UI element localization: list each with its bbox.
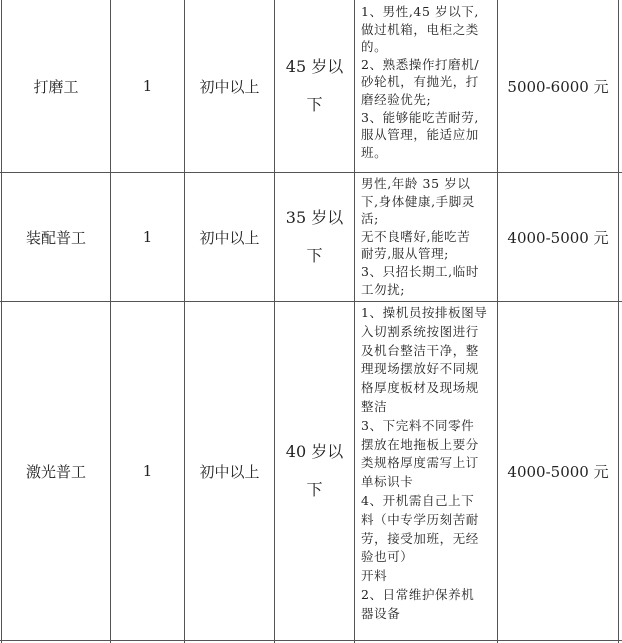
requirement-line: 摆放在地拖板上要分 <box>361 436 479 452</box>
education-cell: 初中以上 <box>199 77 260 96</box>
count-cell: 1 <box>142 228 153 246</box>
salary-cell: 4000-5000 元 <box>507 462 609 481</box>
age-line: 下 <box>306 95 323 114</box>
requirement-line: 2、熟悉操作打磨机/ <box>361 56 480 72</box>
requirement-line: 班。 <box>361 144 388 160</box>
requirement-line: 工勿扰; <box>361 281 406 297</box>
position-cell: 打磨工 <box>33 77 79 96</box>
salary-cell: 5000-6000 元 <box>507 77 609 96</box>
requirement-line: 4、开机需自己上下 <box>361 492 475 508</box>
requirement-line: 3、下完料不同零件 <box>361 417 475 433</box>
requirement-line: 理现场摆放好不同规 <box>361 361 479 377</box>
salary-cell: 4000-5000 元 <box>507 228 609 247</box>
age-cell <box>275 173 354 301</box>
requirement-line: 耐劳,服从管理; <box>361 246 449 262</box>
requirements-cell <box>355 304 497 624</box>
requirement-line: 类规格厚度需写上订 <box>361 455 479 471</box>
requirement-line: 整洁 <box>361 398 388 414</box>
requirement-line: 2、日常维护保养机 <box>361 586 475 602</box>
requirement-line: 3、只招长期工,临时 <box>361 263 479 279</box>
age-line: 45 岁以 <box>285 57 344 76</box>
requirement-line: 3、能够能吃苦耐劳, <box>361 109 479 125</box>
requirement-line: 劳，接受加班，无经 <box>361 530 479 546</box>
position-cell: 激光普工 <box>25 462 86 481</box>
education-cell: 初中以上 <box>199 462 260 481</box>
age-line: 下 <box>306 480 323 499</box>
requirement-line: 的。 <box>361 39 388 55</box>
requirement-line: 做过机箱，电柜之类 <box>361 21 479 37</box>
requirement-line: 及机台整洁干净，整 <box>361 342 479 358</box>
age-cell <box>275 302 354 640</box>
requirement-line: 单标识卡 <box>361 474 414 490</box>
requirement-line: 入切割系统按图进行 <box>361 323 479 339</box>
requirement-line: 料（中专学历刻苦耐 <box>361 511 479 527</box>
requirement-line: 格厚度板材及现场规 <box>361 380 479 396</box>
requirement-line: 开料 <box>361 568 388 584</box>
requirement-line: 1、男性,45 岁以下, <box>361 4 479 19</box>
requirement-line: 磨经验优先; <box>361 91 432 107</box>
row-divider <box>0 640 622 641</box>
table-border-right <box>618 0 619 643</box>
requirement-line: 1、操机员按排板图导 <box>361 305 488 320</box>
requirement-line: 砂轮机，有抛光，打 <box>361 74 479 90</box>
education-cell: 初中以上 <box>199 228 260 247</box>
requirement-line: 器设备 <box>361 605 401 621</box>
requirement-line: 服从管理，能适应加 <box>361 127 479 143</box>
requirements-cell <box>355 175 497 298</box>
position-cell: 装配普工 <box>25 228 86 247</box>
count-cell: 1 <box>142 462 153 480</box>
requirements-cell <box>355 3 497 161</box>
age-line: 下 <box>306 246 323 265</box>
requirement-line: 男性,年龄 35 岁以 <box>361 176 471 191</box>
age-cell <box>275 0 354 172</box>
requirement-line: 验也可） <box>361 549 414 565</box>
age-line: 35 岁以 <box>285 208 344 227</box>
requirement-line: 下,身体健康,手脚灵 <box>361 193 475 209</box>
count-cell: 1 <box>142 77 153 95</box>
requirement-line: 活; <box>361 211 379 227</box>
age-line: 40 岁以 <box>285 442 344 461</box>
requirement-line: 无不良嗜好,能吃苦 <box>361 228 471 244</box>
